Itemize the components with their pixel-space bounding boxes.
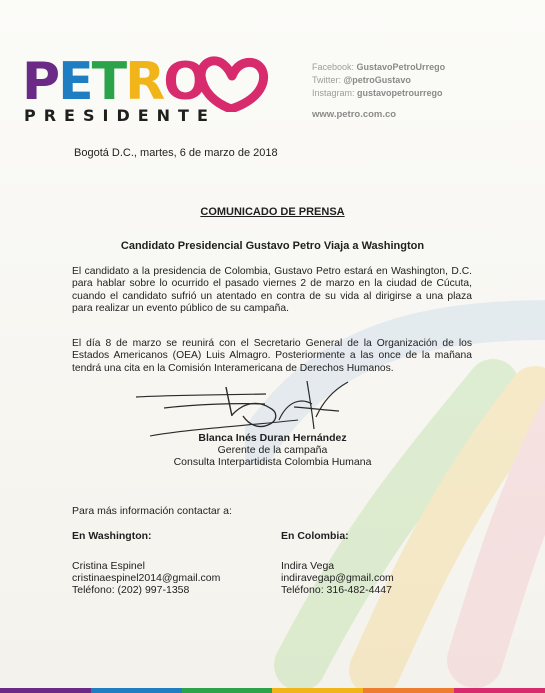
signature-block [0, 432, 545, 468]
stripe-segment [91, 688, 182, 693]
stripe-segment [182, 688, 273, 693]
signer-role: Gerente de la campaña [217, 444, 328, 456]
document-headline: Candidato Presidencial Gustavo Petro Viaja a Washington [120, 240, 425, 252]
instagram-value: gustavopetrourrego [357, 88, 443, 98]
washington-name: Cristina Espinel [72, 560, 145, 572]
washington-heading: En Washington: [72, 530, 152, 542]
logo-letter-r: R [125, 52, 164, 112]
signer-organization: Consulta Interpartidista Colombia Humana [173, 456, 372, 468]
heart-icon [195, 56, 269, 112]
website-link: www.petro.com.co [312, 109, 397, 120]
colombia-email: indiravegap@gmail.com [281, 572, 394, 584]
facebook-row [312, 61, 522, 74]
logo-letter-t: T [91, 52, 126, 112]
contact-intro: Para más información contactar a: [72, 505, 232, 517]
colombia-contact [281, 530, 471, 596]
paragraph-2: El día 8 de marzo se reunirá con el Secretario General de la Organización de los Estados Americanos (OEA) Luis Almagro. Posteriormente a las once de la mañana tendrá una cita en la Comisión Interamericana de Derechos Humanos. [72, 338, 472, 374]
signer-name: Blanca Inés Duran Hernández [198, 432, 347, 444]
logo-subtitle: PRESIDENTE [24, 106, 216, 125]
stripe-segment [454, 688, 545, 693]
twitter-label: Twitter: [312, 75, 342, 85]
logo-letter-o: O [163, 52, 206, 112]
document-type: COMUNICADO DE PRENSA [200, 206, 345, 218]
facebook-value: GustavoPetroUrrego [356, 62, 446, 72]
twitter-row [312, 74, 522, 87]
washington-phone: Teléfono: (202) 997-1358 [72, 584, 190, 596]
instagram-row [312, 87, 522, 100]
logo-letter-p: P [22, 52, 59, 112]
document-date: Bogotá D.C., martes, 6 de marzo de 2018 [74, 147, 278, 159]
facebook-label: Facebook: [312, 62, 355, 72]
stripe-segment [272, 688, 363, 693]
social-links [312, 61, 522, 121]
bottom-color-stripe [0, 688, 545, 693]
twitter-value: @petroGustavo [343, 75, 411, 85]
washington-contact [72, 530, 262, 596]
campaign-logo [22, 52, 252, 126]
washington-email: cristinaespinel2014@gmail.com [72, 572, 221, 584]
stripe-segment [0, 688, 91, 693]
colombia-phone: Teléfono: 316-482-4447 [281, 584, 392, 596]
logo-letter-e: E [58, 52, 92, 112]
colombia-heading: En Colombia: [281, 530, 349, 542]
stripe-segment [363, 688, 454, 693]
instagram-label: Instagram: [312, 88, 355, 98]
colombia-name: Indira Vega [281, 560, 335, 572]
paragraph-1: El candidato a la presidencia de Colombia, Gustavo Petro estará en Washington, D.C. para hablar sobre lo ocurrido el pasado viernes 2 de marzo en la ciudad de Cúcuta, cuando el candidato sufrió un atentado en contra de su vida al dirigirse a una plaza para realizar un evento público de su campaña. [72, 266, 472, 314]
logo-wordmark [22, 52, 206, 112]
